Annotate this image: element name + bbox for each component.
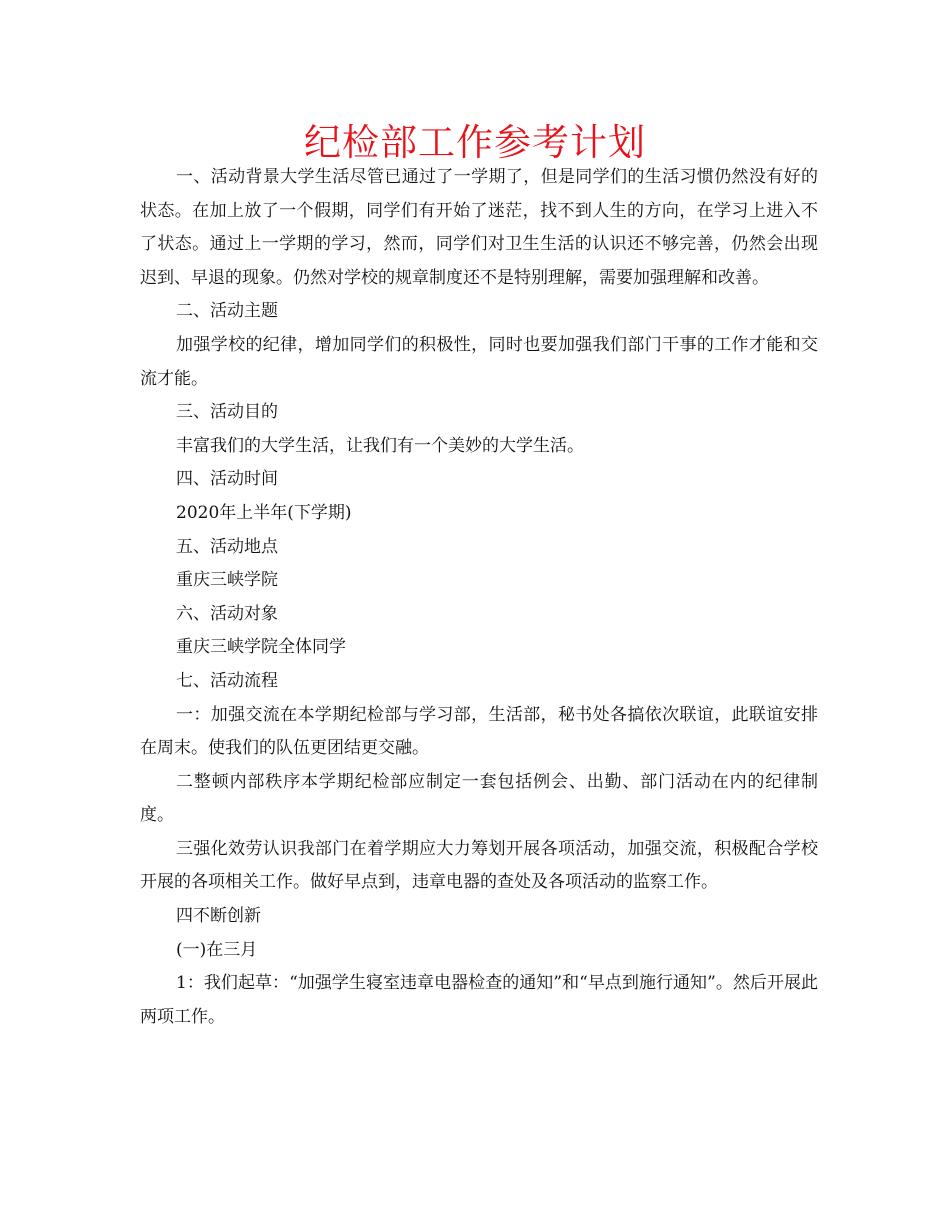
paragraph-theme: 加强学校的纪律，增加同学们的积极性，同时也要加强我们部门干事的工作才能和交流才能。 <box>140 334 818 389</box>
heading-audience: 六、活动对象 <box>176 603 278 624</box>
paragraph-location: 重庆三峡学院 <box>176 570 278 591</box>
paragraph-process-4: 四不断创新 <box>176 906 261 927</box>
heading-theme: 二、活动主题 <box>176 301 278 322</box>
heading-time: 四、活动时间 <box>176 469 278 490</box>
paragraph-process-2: 二整顿内部秩序本学期纪检部应制定一套包括例会、出勤、部门活动在内的纪律制度。 <box>140 771 818 826</box>
paragraph-march-1: 1：我们起草：“加强学生寝室违章电器检查的通知”和“早点到施行通知”。然后开展此两项工作。 <box>140 973 818 1027</box>
document-body <box>140 161 818 1034</box>
paragraph-process-3: 三强化效劳认识我部门在着学期应大力筹划开展各项活动，加强交流，积极配合学校开展的各项相关工作。做好早点到，违章电器的查处及各项活动的监察工作。 <box>140 838 818 893</box>
document-title: 纪检部工作参考计划 <box>304 121 646 164</box>
paragraph-purpose: 丰富我们的大学生活，让我们有一个美妙的大学生活。 <box>176 435 584 456</box>
heading-process: 七、活动流程 <box>176 670 278 691</box>
paragraph-process-1: 一：加强交流在本学期纪检部与学习部，生活部，秘书处各搞依次联谊，此联谊安排在周末。使我们的队伍更团结更交融。 <box>140 704 818 759</box>
heading-location: 五、活动地点 <box>176 536 278 557</box>
paragraph-time: 2020年上半年(下学期) <box>176 502 352 523</box>
heading-purpose: 三、活动目的 <box>176 402 278 423</box>
paragraph-background: 一、活动背景大学生活尽管已通过了一学期了，但是同学们的生活习惯仍然没有好的状态。在加上放了一个假期，同学们有开始了迷茫，找不到人生的方向，在学习上进入不了状态。通过上一学期的学习，然而，同学们对卫生生活的认识还不够完善，仍然会出现迟到、早退的现象。仍然对学校的规章制度还不是特别理解，需要加强理解和改善。 <box>140 167 818 288</box>
paragraph-march: (一)在三月 <box>176 939 258 960</box>
paragraph-audience: 重庆三峡学院全体同学 <box>176 637 346 658</box>
